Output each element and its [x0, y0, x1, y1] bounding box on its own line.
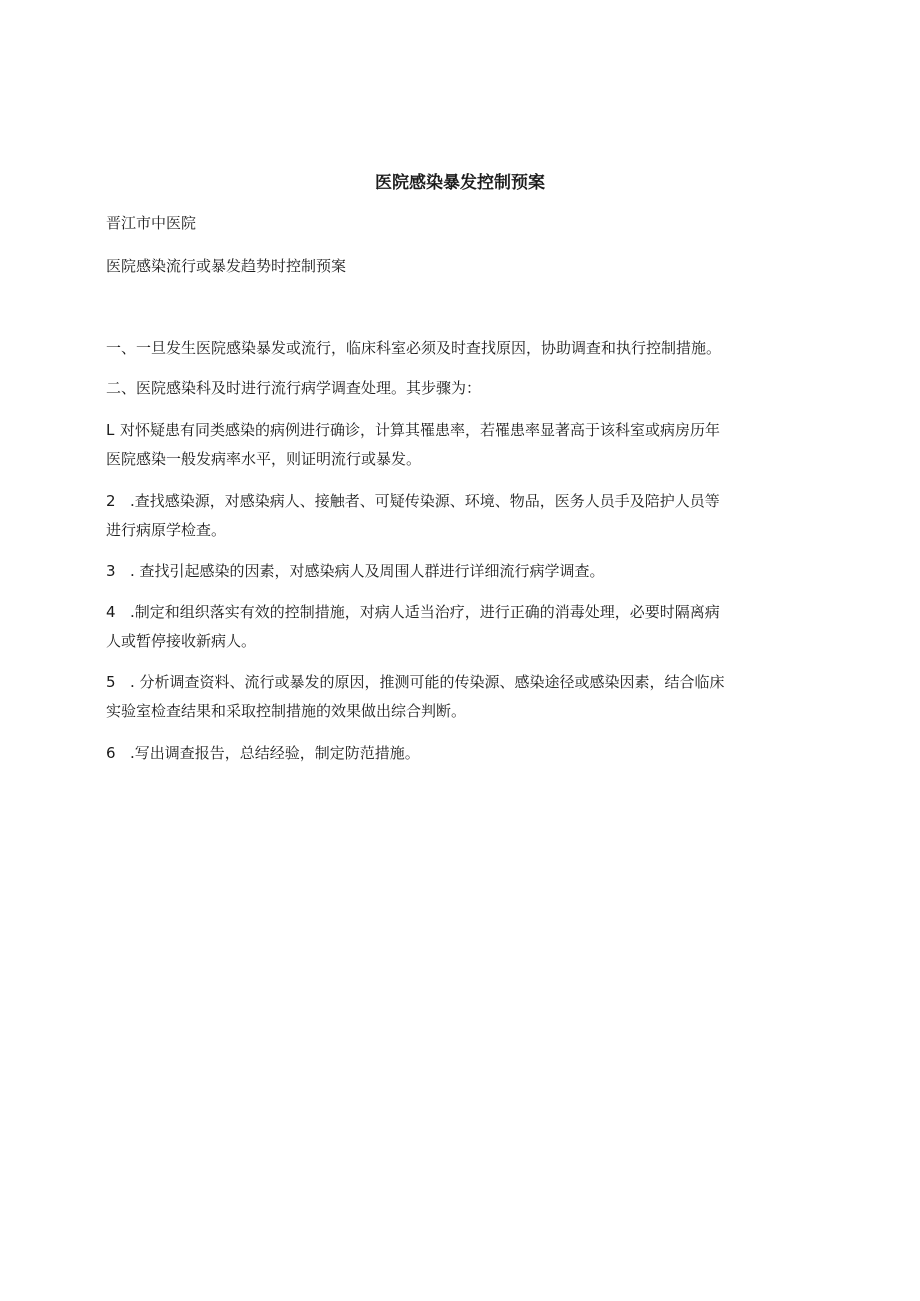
step-number: 3 [106, 562, 116, 580]
step-item [106, 598, 806, 656]
step-item [106, 668, 806, 726]
document-title: 医院感染暴发控制预案 [375, 173, 545, 193]
section-two: 二、医院感染科及时进行流行病学调查处理。其步骤为： [106, 379, 482, 397]
step-item [106, 739, 806, 768]
step-text: . 查找引起感染的因素，对感染病人及周围人群进行详细流行病学调查。 [130, 562, 605, 580]
plan-subtitle: 医院感染流行或暴发趋势时控制预案 [106, 257, 347, 275]
step-text: 对怀疑患有同类感染的病例进行确诊，计算其罹患率，若罹患率显著高于该科室或病房历年 [120, 421, 721, 439]
step-number: L [106, 421, 115, 439]
step-text: .查找感染源，对感染病人、接触者、可疑传染源、环境、物品，医务人员手及陪护人员等 [130, 492, 720, 510]
step-number: 4 [106, 603, 116, 621]
step-number: 5 [106, 673, 116, 691]
step-text-continued: 进行病原学检查。 [106, 521, 227, 539]
step-number: 6 [106, 744, 116, 762]
step-text: .制定和组织落实有效的控制措施，对病人适当治疗，进行正确的消毒处理，必要时隔离病 [130, 603, 720, 621]
step-item [106, 416, 806, 474]
step-number: 2 [106, 492, 116, 510]
step-text-continued: 人或暂停接收新病人。 [106, 632, 257, 650]
step-text-continued: 实验室检查结果和采取控制措施的效果做出综合判断。 [106, 702, 467, 720]
step-item [106, 557, 806, 586]
hospital-name: 晋江市中医院 [106, 214, 197, 232]
step-text: . 分析调查资料、流行或暴发的原因，推测可能的传染源、感染途径或感染因素，结合临床 [130, 673, 725, 691]
step-text-continued: 医院感染一般发病率水平，则证明流行或暴发。 [106, 450, 422, 468]
section-one: 一、一旦发生医院感染暴发或流行，临床科室必须及时查找原因，协助调查和执行控制措施。 [106, 339, 722, 357]
step-item [106, 487, 806, 545]
step-text: .写出调查报告，总结经验，制定防范措施。 [130, 744, 420, 762]
